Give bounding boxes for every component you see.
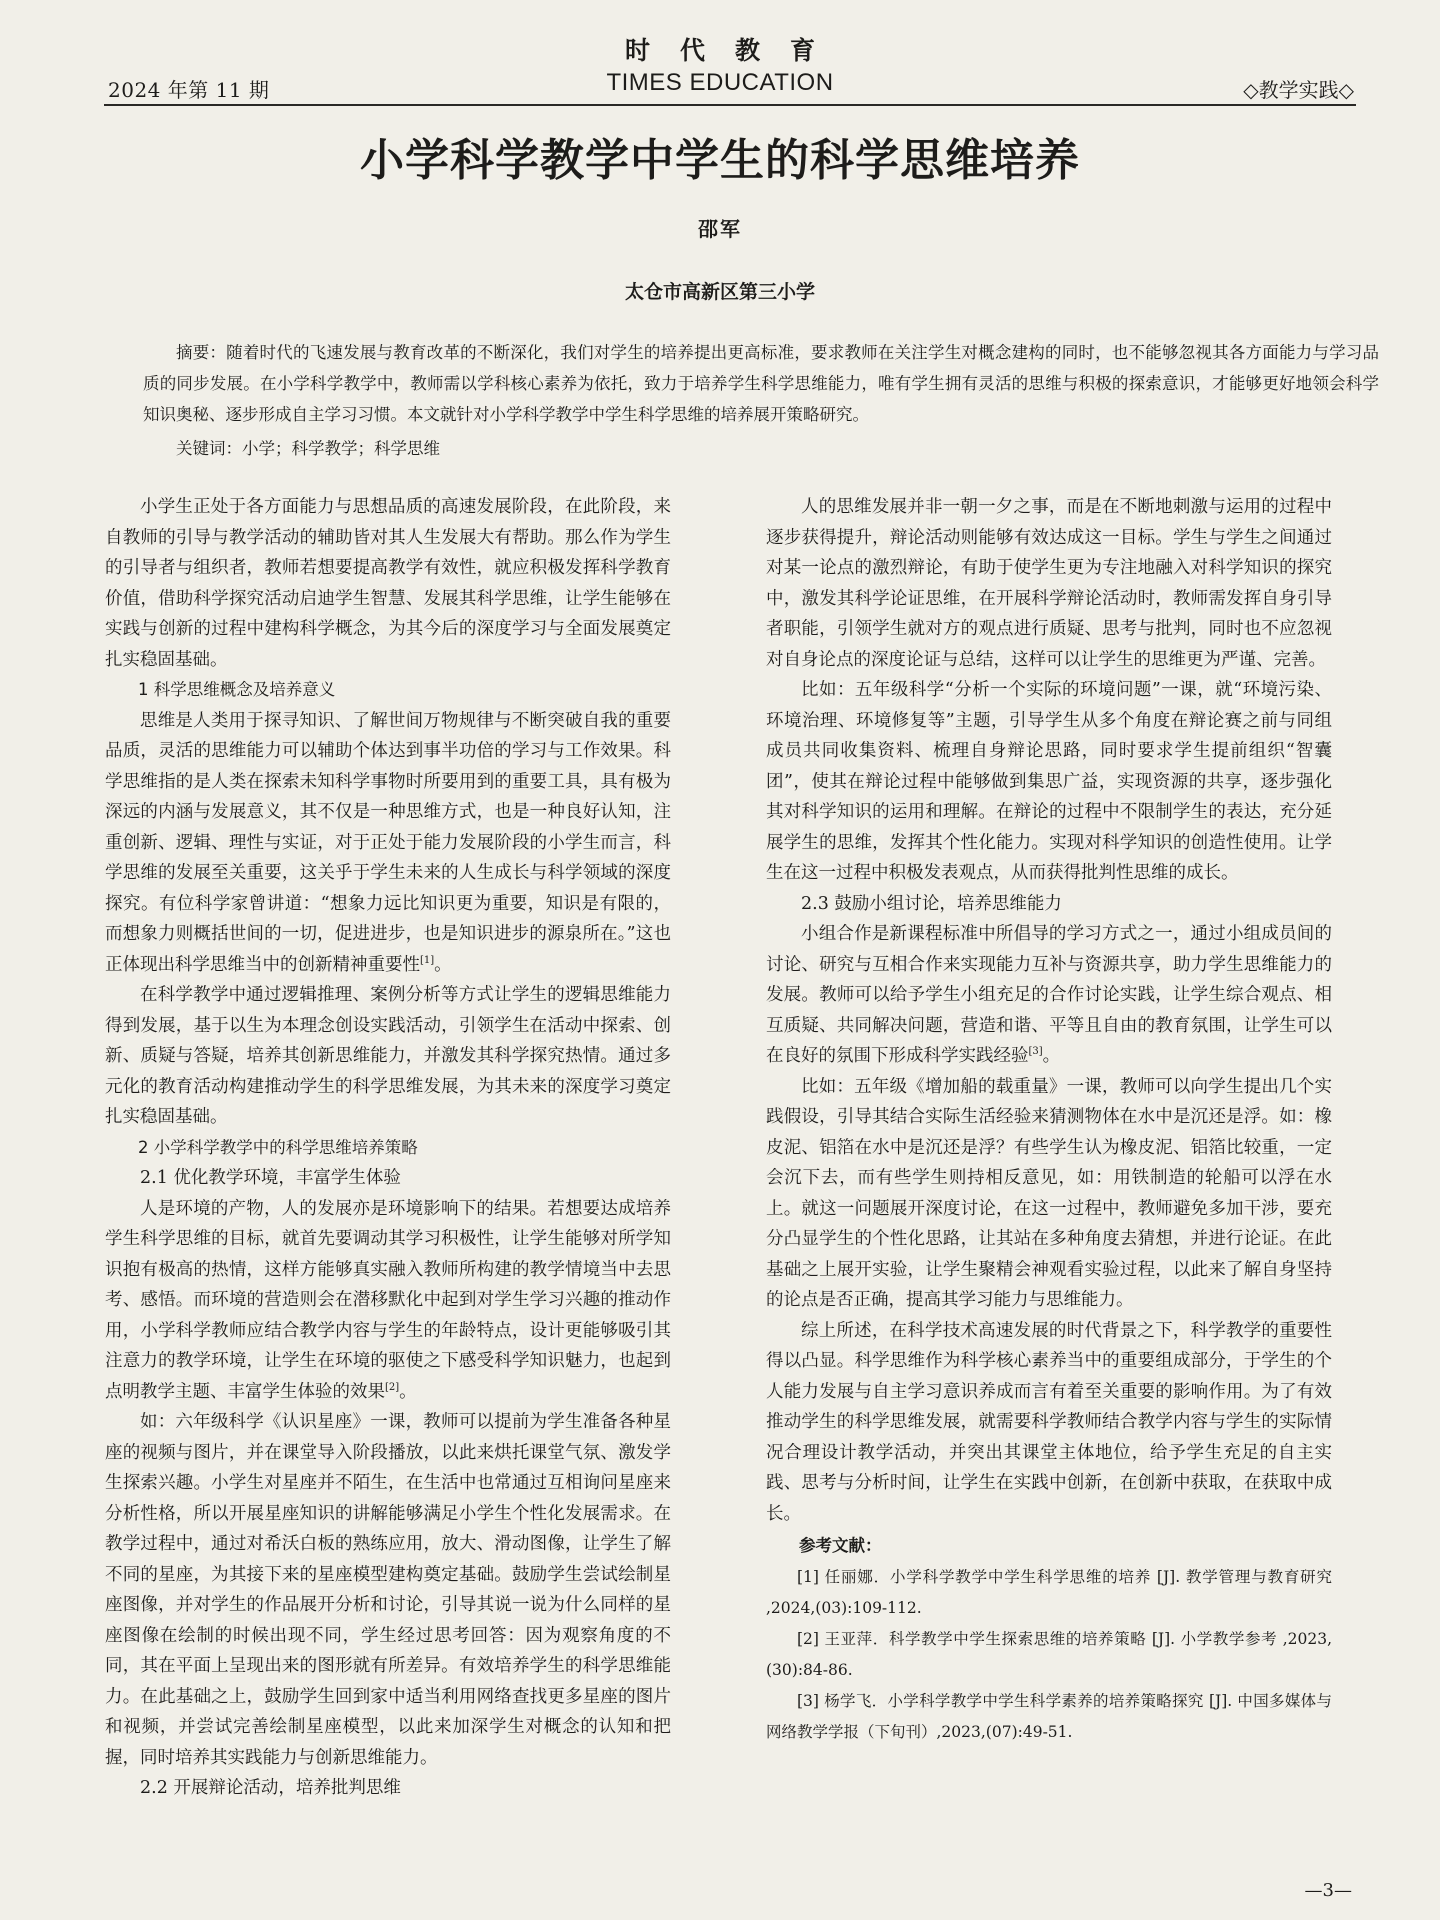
article-author: 邵军 <box>698 217 742 241</box>
paragraph-end: 。 <box>399 1381 417 1402</box>
citation-ref: [3] <box>1028 1046 1043 1058</box>
subsection-heading: 2.3 鼓励小组讨论，培养思维能力 <box>801 893 1062 914</box>
references-heading: 参考文献： <box>799 1536 882 1555</box>
section-label: ◇教学实践◇ <box>1243 78 1354 102</box>
issue-number: 2024 年第 11 期 <box>108 78 270 102</box>
paragraph <box>105 706 671 981</box>
reference-item: [1] 任丽娜．小学科学教学中学生科学思维的培养 [J]. 教学管理与教育研究 ,2024,(03):109-112. <box>766 1567 1332 1617</box>
journal-masthead <box>520 34 920 98</box>
page-number: —3— <box>1304 1880 1352 1901</box>
journal-name-en: TIMES EDUCATION <box>606 69 834 96</box>
header-rule <box>104 104 1356 106</box>
citation-ref: [2] <box>385 1381 400 1393</box>
left-column <box>105 492 671 1804</box>
paragraph: 小学生正处于各方面能力与思想品质的高速发展阶段，在此阶段，来自教师的引导与教学活动的辅助皆对其人生发展大有帮助。那么作为学生的引导者与组织者，教师若想要提高教学有效性，就应积极发挥科学教育价值，借助科学探究活动启迪学生智慧、发展其科学思维，让学生能够在实践与创新的过程中建构科学概念，为其今后的深度学习与全面发展奠定扎实稳固基础。 <box>105 497 671 670</box>
reference-item: [3] 杨学飞．小学科学教学中学生科学素养的培养策略探究 [J]. 中国多媒体与网络教学学报（下旬刊）,2023,(07):49-51. <box>766 1691 1332 1741</box>
paragraph-end: 。 <box>1042 1046 1061 1066</box>
paragraph <box>105 1194 671 1408</box>
paragraph-text: 小组合作是新课程标准中所倡导的学习方式之一，通过小组成员间的讨论、研究与互相合作来实现能力互补与资源共享，助力学生思维能力的发展。教师可以给予学生小组充足的合作讨论实践，让学生综合观点、相互质疑、共同解决问题，营造和谐、平等且自由的教育氛围，让学生可以在良好的氛围下形成科学实践经验 <box>766 924 1332 1066</box>
paragraph: 人的思维发展并非一朝一夕之事，而是在不断地刺激与运用的过程中逐步获得提升，辩论活动则能够有效达成这一目标。学生与学生之间通过对某一论点的激烈辩论，有助于使学生更为专注地融入对科学知识的探究中，激发其科学论证思维，在开展科学辩论活动时，教师需发挥自身引导者职能，引领学生就对方的观点进行质疑、思考与批判，同时也不应忽视对自身论点的深度论证与总结，这样可以让学生的思维更为严谨、完善。 <box>766 497 1332 670</box>
keywords: 关键词：小学；科学教学；科学思维 <box>176 439 440 458</box>
author-affiliation: 太仓市高新区第三小学 <box>624 281 815 303</box>
section-heading: 2 小学科学教学中的科学思维培养策略 <box>138 1137 418 1157</box>
paragraph-end: 。 <box>434 954 452 975</box>
paragraph-text: 思维是人类用于探寻知识、了解世间万物规律与不断突破自我的重要品质，灵活的思维能力可以辅助个体达到事半功倍的学习与工作效果。科学思维指的是人类在探索未知科学事物时所要用到的重要工具，具有极为深远的内涵与发展意义，其不仅是一种思维方式，也是一种良好认知，注重创新、逻辑、理性与实证，对于正处于能力发展阶段的小学生而言，科学思维的发展至关重要，这关乎于学生未来的人生成长与科学领域的深度探究。有位科学家曾讲道：“想象力远比知识更为重要，知识是有限的，而想象力则概括世间的一切，促进进步，也是知识进步的源泉所在。”这也正体现出科学思维当中的创新精神重要性 <box>105 710 671 975</box>
paragraph: 如：六年级科学《认识星座》一课，教师可以提前为学生准备各种星座的视频与图片，并在课堂导入阶段播放，以此来烘托课堂气氛、激发学生探索兴趣。小学生对星座并不陌生，在生活中也常通过互相询问星座来分析性格，所以开展星座知识的讲解能够满足小学生个性化发展需求。在教学过程中，通过对希沃白板的熟练应用，放大、滑动图像，让学生了解不同的星座，为其接下来的星座模型建构奠定基础。鼓励学生尝试绘制星座图像，并对学生的作品展开分析和讨论，引导其说一说为什么同样的星座图像在绘制的时候出现不同，学生经过思考回答：因为观察角度的不同，其在平面上呈现出来的图形就有所差异。有效培养学生的科学思维能力。在此基础之上，鼓励学生回到家中适当利用网络查找更多星座的图片和视频，并尝试完善绘制星座模型，以此来加深学生对概念的认知和把握，同时培养其实践能力与创新思维能力。 <box>105 1412 671 1768</box>
journal-name-cn: 时代教育 <box>624 36 845 65</box>
paragraph: 综上所述，在科学技术高速发展的时代背景之下，科学教学的重要性得以凸显。科学思维作为科学核心素养当中的重要组成部分，于学生的个人能力发展与自主学习意识养成而言有着至关重要的影响作用。为了有效推动学生的科学思维发展，就需要科学教师结合教学内容与学生的实际情况合理设计教学活动，并突出其课堂主体地位，给予学生充足的自主实践、思考与分析时间，让学生在实践中创新，在创新中获取，在获取中成长。 <box>766 1320 1332 1524</box>
paragraph: 比如：五年级科学“分析一个实际的环境问题”一课，就“环境污染、环境治理、环境修复等”主题，引导学生从多个角度在辩论赛之前与同组成员共同收集资料、梳理自身辩论思路，同时要求学生提前组织“智囊团”，使其在辩论过程中能够做到集思广益，实现资源的共享，逐步强化其对科学知识的运用和理解。在辩论的过程中不限制学生的表达，充分延展学生的思维，发挥其个性化能力。实现对科学知识的创造性使用。让学生在这一过程中积极发表观点，从而获得批判性思维的成长。 <box>766 680 1332 883</box>
paragraph <box>766 919 1332 1072</box>
article-title: 小学科学教学中学生的科学思维培养 <box>360 135 1080 186</box>
abstract: 摘要：随着时代的飞速发展与教育改革的不断深化，我们对学生的培养提出更高标准，要求教师在关注学生对概念建构的同时，也不能够忽视其各方面能力与学习品质的同步发展。在小学科学教学中，教师需以学科核心素养为依托，致力于培养学生科学思维能力，唯有学生拥有灵活的思维与积极的探索意识，才能够更好地领会科学知识奥秘、逐步形成自主学习习惯。本文就针对小学科学教学中学生科学思维的培养展开策略研究。 <box>143 343 1379 424</box>
right-column <box>766 492 1332 1748</box>
section-heading: 1 科学思维概念及培养意义 <box>138 680 336 699</box>
reference-item: [2] 王亚萍．科学教学中学生探索思维的培养策略 [J]. 小学教学参考 ,2023,(30):84-86. <box>766 1629 1332 1679</box>
subsection-heading: 2.1 优化教学环境，丰富学生体验 <box>140 1168 401 1188</box>
citation-ref: [1] <box>420 954 435 966</box>
subsection-heading: 2.2 开展辩论活动，培养批判思维 <box>140 1778 401 1798</box>
paragraph-text: 人是环境的产物，人的发展亦是环境影响下的结果。若想要达成培养学生科学思维的目标，就首先要调动其学习积极性，让学生能够对所学知识抱有极高的热情，这样方能够真实融入教师所构建的教学情境当中去思考、感悟。而环境的营造则会在潜移默化中起到对学生学习兴趣的推动作用，小学科学教师应结合教学内容与学生的年龄特点，设计更能够吸引其注意力的教学环境，让学生在环境的驱使之下感受科学知识魅力，也起到点明教学主题、丰富学生体验的效果 <box>105 1198 671 1402</box>
paragraph: 在科学教学中通过逻辑推理、案例分析等方式让学生的逻辑思维能力得到发展，基于以生为本理念创设实践活动，引领学生在活动中探索、创新、质疑与答疑，培养其创新思维能力，并激发其科学探究热情。通过多元化的教育活动构建推动学生的科学思维发展，为其未来的深度学习奠定扎实稳固基础。 <box>105 985 671 1127</box>
paragraph: 比如：五年级《增加船的载重量》一课，教师可以向学生提出几个实践假设，引导其结合实际生活经验来猜测物体在水中是沉还是浮。如：橡皮泥、铝箔在水中是沉还是浮？有些学生认为橡皮泥、铝箔比较重，一定会沉下去，而有些学生则持相反意见，如：用铁制造的轮船可以浮在水上。就这一问题展开深度讨论，在这一过程中，教师避免多加干涉，要充分凸显学生的个性化思路，让其站在多种角度去猜想，并进行论证。在此基础之上展开实验，让学生聚精会神观看实验过程，以此来了解自身坚持的论点是否正确，提高其学习能力与思维能力。 <box>766 1076 1332 1310</box>
